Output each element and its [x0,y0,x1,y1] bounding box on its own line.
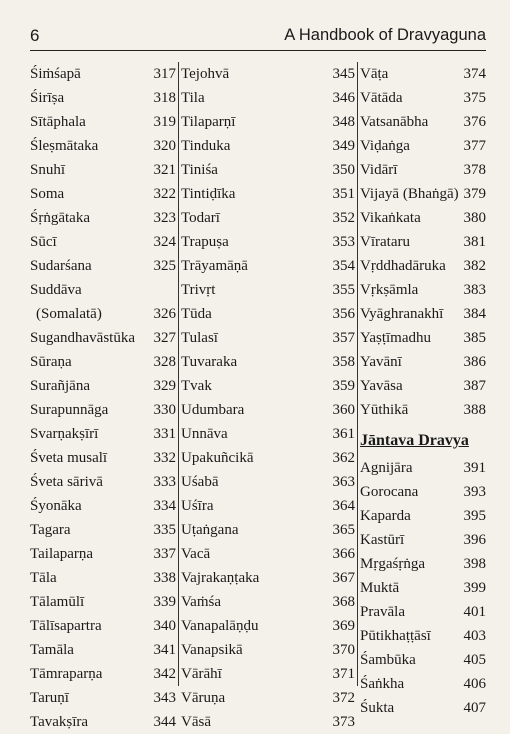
entry-page-number: 352 [332,210,355,226]
index-entry [179,638,357,662]
entry-page-number: 337 [153,546,176,562]
entry-page-number: 349 [332,138,355,154]
index-entry [30,542,178,566]
index-entry [179,86,357,110]
index-entry [358,230,486,254]
index-column-1 [30,62,179,730]
index-entry [358,600,486,624]
index-entry [179,350,357,374]
index-columns [30,62,486,730]
index-entry [179,710,357,734]
index-entry [179,158,357,182]
entry-page-number: 388 [463,402,486,418]
entry-page-number: 326 [153,306,176,322]
index-entry [30,326,178,350]
entry-name: Muktā [360,580,400,596]
entry-name: Tagara [30,522,71,538]
index-entry [179,542,357,566]
entry-name: Tālamūlī [30,594,85,610]
index-entry [179,374,357,398]
entry-name: Śveta musalī [30,450,108,466]
page-number: 6 [30,26,40,45]
entry-page-number: 378 [463,162,486,178]
index-entry [30,254,178,278]
entry-name: Kaparda [360,508,411,524]
entry-name: Vīrataru [360,234,410,250]
index-entry [358,110,486,134]
entry-page-number: 317 [153,66,176,82]
entry-page-number: 382 [463,258,486,274]
entry-page-number: 333 [153,474,176,490]
entry-name: Vṛkṣāmla [360,282,419,298]
entry-name: Tila [181,90,205,106]
index-entry [358,374,486,398]
entry-name: Tintiḍīka [181,186,236,202]
entry-page-number: 360 [332,402,355,418]
entry-name: Tulasī [181,330,218,346]
index-entry [358,134,486,158]
entry-name: Udumbara [181,402,245,418]
entry-page-number: 361 [332,426,355,442]
entry-name: Uśabā [181,474,219,490]
index-entry [30,662,178,686]
running-title: A Handbook of Dravyaguna [284,26,486,44]
entry-page-number: 350 [332,162,355,178]
entry-name: Vyāghranakhī [360,306,444,322]
entry-name: Pravāla [360,604,405,620]
entry-page-number: 335 [153,522,176,538]
index-entry [179,326,357,350]
entry-name: (Somalatā) [36,306,102,322]
index-entry [30,230,178,254]
index-entry [179,470,357,494]
index-entry [358,456,486,480]
entry-page-number: 377 [463,138,486,154]
index-entry [179,134,357,158]
index-entry [179,62,357,86]
entry-page-number: 375 [463,90,486,106]
index-entry [358,624,486,648]
entry-page-number: 384 [463,306,486,322]
entry-page-number: 395 [463,508,486,524]
index-entry [179,494,357,518]
index-entry [30,518,178,542]
entry-name: Tejohvā [181,66,230,82]
entry-page-number: 369 [332,618,355,634]
entry-page-number: 341 [153,642,176,658]
entry-name: Vārāhī [181,666,222,682]
index-entry [30,182,178,206]
index-entry [358,648,486,672]
entry-name: Uṭaṅgana [181,522,239,538]
entry-name: Vaṁśa [181,594,221,610]
entry-page-number: 331 [153,426,176,442]
entry-name: Tūda [181,306,212,322]
index-entry [30,398,178,422]
entry-name: Tinduka [181,138,231,154]
entry-name: Taruṇī [30,690,69,706]
entry-page-number: 401 [463,604,486,620]
entry-page-number: 355 [332,282,355,298]
entry-page-number: 370 [332,642,355,658]
entry-name: Vātāda [360,90,403,106]
index-entry [179,230,357,254]
entry-name: Trapuṣa [181,234,229,250]
index-entry [30,86,178,110]
entry-page-number: 386 [463,354,486,370]
entry-page-number: 332 [153,450,176,466]
entry-page-number: 348 [332,114,355,130]
entry-page-number: 373 [332,714,355,730]
index-entry [30,62,178,86]
entry-page-number: 364 [332,498,355,514]
index-entry [179,446,357,470]
index-column-3 [358,62,486,720]
entry-name: Yūthikā [360,402,409,418]
entry-name: Śambūka [360,652,416,668]
entry-name: Vṛddhadāruka [360,258,446,274]
entry-name: Vatsanābha [360,114,429,130]
index-entry [30,374,178,398]
entry-page-number: 393 [463,484,486,500]
entry-page-number: 399 [463,580,486,596]
entry-page-number: 354 [332,258,355,274]
index-entry [30,590,178,614]
index-entry [358,158,486,182]
index-entry [179,614,357,638]
entry-name: Surapunnāga [30,402,109,418]
index-entry [358,504,486,528]
entry-page-number: 345 [332,66,355,82]
index-entry [358,182,486,206]
entry-page-number: 398 [463,556,486,572]
entry-page-number: 362 [332,450,355,466]
entry-page-number: 327 [153,330,176,346]
entry-name: Tavakṣīra [30,714,89,730]
entry-page-number: 380 [463,210,486,226]
entry-name: Yaṣṭīmadhu [360,330,431,346]
entry-page-number: 407 [463,700,486,716]
entry-name: Yavānī [360,354,402,370]
index-entry [30,686,178,710]
entry-name: Vajrakaṇṭaka [181,570,260,586]
index-entry [30,566,178,590]
entry-name: Vanapsikā [181,642,243,658]
entry-name: Tāmraparṇa [30,666,103,682]
entry-page-number: 338 [153,570,176,586]
index-entry [179,110,357,134]
index-entry [358,576,486,600]
entry-name: Viḍaṅga [360,138,410,154]
entry-name: Tailaparṇa [30,546,94,562]
entry-page-number: 363 [332,474,355,490]
index-entry [30,710,178,734]
entry-page-number: 339 [153,594,176,610]
entry-page-number: 381 [463,234,486,250]
index-entry [358,326,486,350]
index-entry [179,662,357,686]
index-entry [358,62,486,86]
index-entry [30,446,178,470]
entry-name: Śyonāka [30,498,82,514]
entry-page-number: 372 [332,690,355,706]
entry-name: Śleṣmātaka [30,138,99,154]
entry-page-number: 387 [463,378,486,394]
entry-page-number: 344 [153,714,176,730]
entry-name: Tamāla [30,642,74,658]
entry-page-number: 374 [463,66,486,82]
entry-page-number: 406 [463,676,486,692]
entry-page-number: 342 [153,666,176,682]
index-entry [179,206,357,230]
entry-name: Śirīṣa [30,90,65,106]
entry-name: Trivṛt [181,282,216,298]
entry-name: Śveta sārivā [30,474,103,490]
entry-page-number: 346 [332,90,355,106]
index-entry [358,206,486,230]
entry-page-number: 396 [463,532,486,548]
index-entry [358,552,486,576]
entry-name: Tilaparṇī [181,114,236,130]
index-entry [30,134,178,158]
index-entry [179,182,357,206]
entry-name: Tuvaraka [181,354,238,370]
entry-page-number: 319 [153,114,176,130]
index-entry [179,518,357,542]
entry-page-number: 343 [153,690,176,706]
index-entry [358,86,486,110]
entry-name: Tiniśa [181,162,218,178]
index-entry [30,206,178,230]
entry-name: Sugandhavāstūka [30,330,135,346]
entry-page-number: 323 [153,210,176,226]
index-entry [30,278,178,302]
entry-name: Tālīsapartra [30,618,102,634]
entry-page-number: 325 [153,258,176,274]
entry-name: Śiṁśapā [30,66,81,82]
entry-page-number: 318 [153,90,176,106]
entry-page-number: 385 [463,330,486,346]
entry-name: Trāyamāṇā [181,258,248,274]
entry-page-number: 368 [332,594,355,610]
entry-page-number: 366 [332,546,355,562]
index-entry [358,302,486,326]
entry-name: Vāṭa [360,66,389,82]
index-entry [179,566,357,590]
entry-name: Svarṇakṣīrī [30,426,99,442]
section-heading: Jāntava Dravya [360,432,469,449]
entry-name: Todarī [181,210,220,226]
entry-page-number: 376 [463,114,486,130]
index-entry [358,528,486,552]
index-entry [179,686,357,710]
entry-name: Mṛgaśṛṅga [360,556,425,572]
entry-name: Unnāva [181,426,228,442]
entry-name: Soma [30,186,65,202]
entry-page-number: 356 [332,306,355,322]
index-entry [179,278,357,302]
entry-page-number: 320 [153,138,176,154]
entry-name: Sūcī [30,234,57,250]
entry-name: Śaṅkha [360,676,405,692]
index-entry [179,302,357,326]
entry-name: Tāla [30,570,57,586]
entry-page-number: 403 [463,628,486,644]
entry-name: Vāsā [181,714,211,730]
entry-name: Sītāphala [30,114,86,130]
entry-name: Snuhī [30,162,66,178]
entry-page-number: 367 [332,570,355,586]
index-entry [30,110,178,134]
entry-page-number: 383 [463,282,486,298]
entry-name: Śukta [360,700,395,716]
entry-page-number: 322 [153,186,176,202]
entry-page-number: 391 [463,460,486,476]
entry-page-number: 357 [332,330,355,346]
entry-name: Upakuñcikā [181,450,254,466]
entry-page-number: 329 [153,378,176,394]
entry-name: Gorocana [360,484,419,500]
index-entry [358,696,486,720]
entry-page-number: 405 [463,652,486,668]
entry-page-number: 340 [153,618,176,634]
entry-name: Śṛṅgātaka [30,210,90,226]
entry-page-number: 371 [332,666,355,682]
index-entry [30,422,178,446]
entry-name: Surañjāna [30,378,90,394]
entry-page-number: 379 [463,186,486,202]
index-entry [30,614,178,638]
entry-name: Yavāsa [360,378,403,394]
entry-name: Kastūrī [360,532,405,548]
index-column-2 [179,62,358,730]
entry-page-number: 365 [332,522,355,538]
entry-name: Tvak [181,378,212,394]
entry-page-number: 334 [153,498,176,514]
entry-page-number: 324 [153,234,176,250]
entry-name: Vāruṇa [181,690,226,706]
index-entry [358,350,486,374]
index-entry [179,254,357,278]
entry-name: Vijayā (Bhaṅgā) [360,186,459,202]
page-header [30,26,486,51]
entry-name: Vidārī [360,162,398,178]
entry-name: Uśīra [181,498,214,514]
entry-name: Sudarśana [30,258,92,274]
entry-name: Vikaṅkata [360,210,421,226]
index-entry [30,158,178,182]
index-entry [30,494,178,518]
entry-page-number: 330 [153,402,176,418]
index-entry [358,672,486,696]
index-entry [30,470,178,494]
index-entry [358,254,486,278]
index-entry [179,422,357,446]
index-entry [358,278,486,302]
entry-page-number: 351 [332,186,355,202]
entry-name: Vanapalāṇḍu [181,618,259,634]
index-entry [358,480,486,504]
entry-page-number: 321 [153,162,176,178]
index-entry [179,590,357,614]
index-entry [30,350,178,374]
entry-name: Suddāva [30,282,82,298]
entry-page-number: 358 [332,354,355,370]
index-entry [30,638,178,662]
entry-page-number: 359 [332,378,355,394]
entry-name: Sūraṇa [30,354,72,370]
index-entry [358,398,486,422]
entry-name: Pūtikhaṭṭāsī [360,628,431,644]
entry-name: Vacā [181,546,211,562]
entry-name: Agnijāra [360,460,413,476]
index-entry [179,398,357,422]
index-entry [30,302,178,326]
entry-page-number: 328 [153,354,176,370]
entry-page-number: 353 [332,234,355,250]
